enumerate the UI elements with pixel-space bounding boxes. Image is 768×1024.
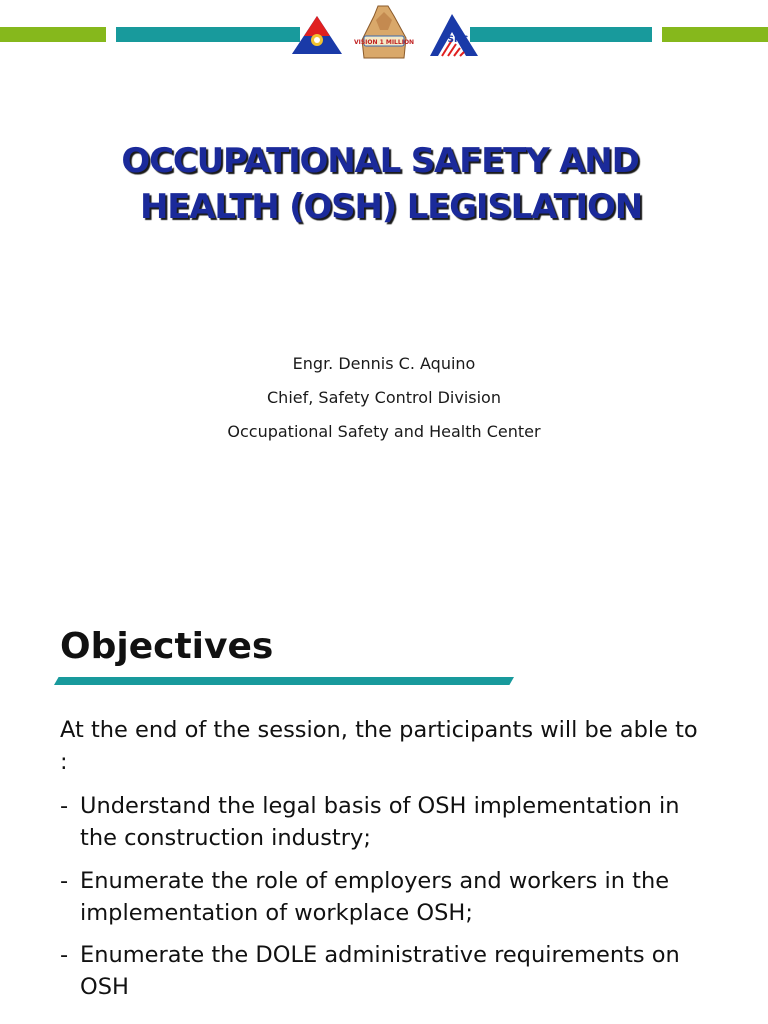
objectives-intro: At the end of the session, the participants will be able to : bbox=[60, 717, 698, 775]
objective-text: Enumerate the role of employers and workers in the implementation of workplace OSH; bbox=[80, 868, 670, 926]
bullet-dash: - bbox=[60, 868, 69, 894]
bullet-dash: - bbox=[60, 942, 69, 968]
objective-text: Enumerate the DOLE administrative requirements on OSH bbox=[80, 942, 680, 1000]
objectives-heading: Objectives bbox=[60, 626, 274, 667]
objective-item bbox=[60, 865, 720, 929]
vision-million-text: VISION 1 MILLION bbox=[353, 39, 415, 46]
oshc-logo bbox=[428, 12, 480, 58]
slide-title bbox=[100, 138, 660, 230]
objective-text: Understand the legal basis of OSH implementation in the construction industry; bbox=[80, 793, 680, 851]
title-line-1: OCCUPATIONAL SAFETY AND bbox=[121, 141, 639, 181]
objective-item bbox=[60, 939, 720, 1003]
header-bar-right-teal bbox=[470, 27, 652, 42]
dole-logo bbox=[290, 14, 344, 56]
header-bar-left-green bbox=[0, 27, 106, 42]
objectives-slide bbox=[0, 604, 768, 1024]
header-bar-left-teal bbox=[116, 27, 300, 42]
presenter-office: Occupational Safety and Health Center bbox=[227, 422, 541, 441]
oshc-text: OSHC bbox=[439, 35, 469, 45]
objective-item bbox=[60, 790, 720, 854]
bullet-dash: - bbox=[60, 793, 69, 819]
presenter-name: Engr. Dennis C. Aquino bbox=[292, 354, 476, 373]
heading-underline bbox=[54, 677, 514, 685]
presenter-position: Chief, Safety Control Division bbox=[267, 388, 501, 407]
header-bar-right-green bbox=[662, 27, 768, 42]
title-line-2: HEALTH (OSH) LEGISLATION bbox=[140, 187, 642, 227]
vision-million-logo bbox=[353, 4, 415, 60]
